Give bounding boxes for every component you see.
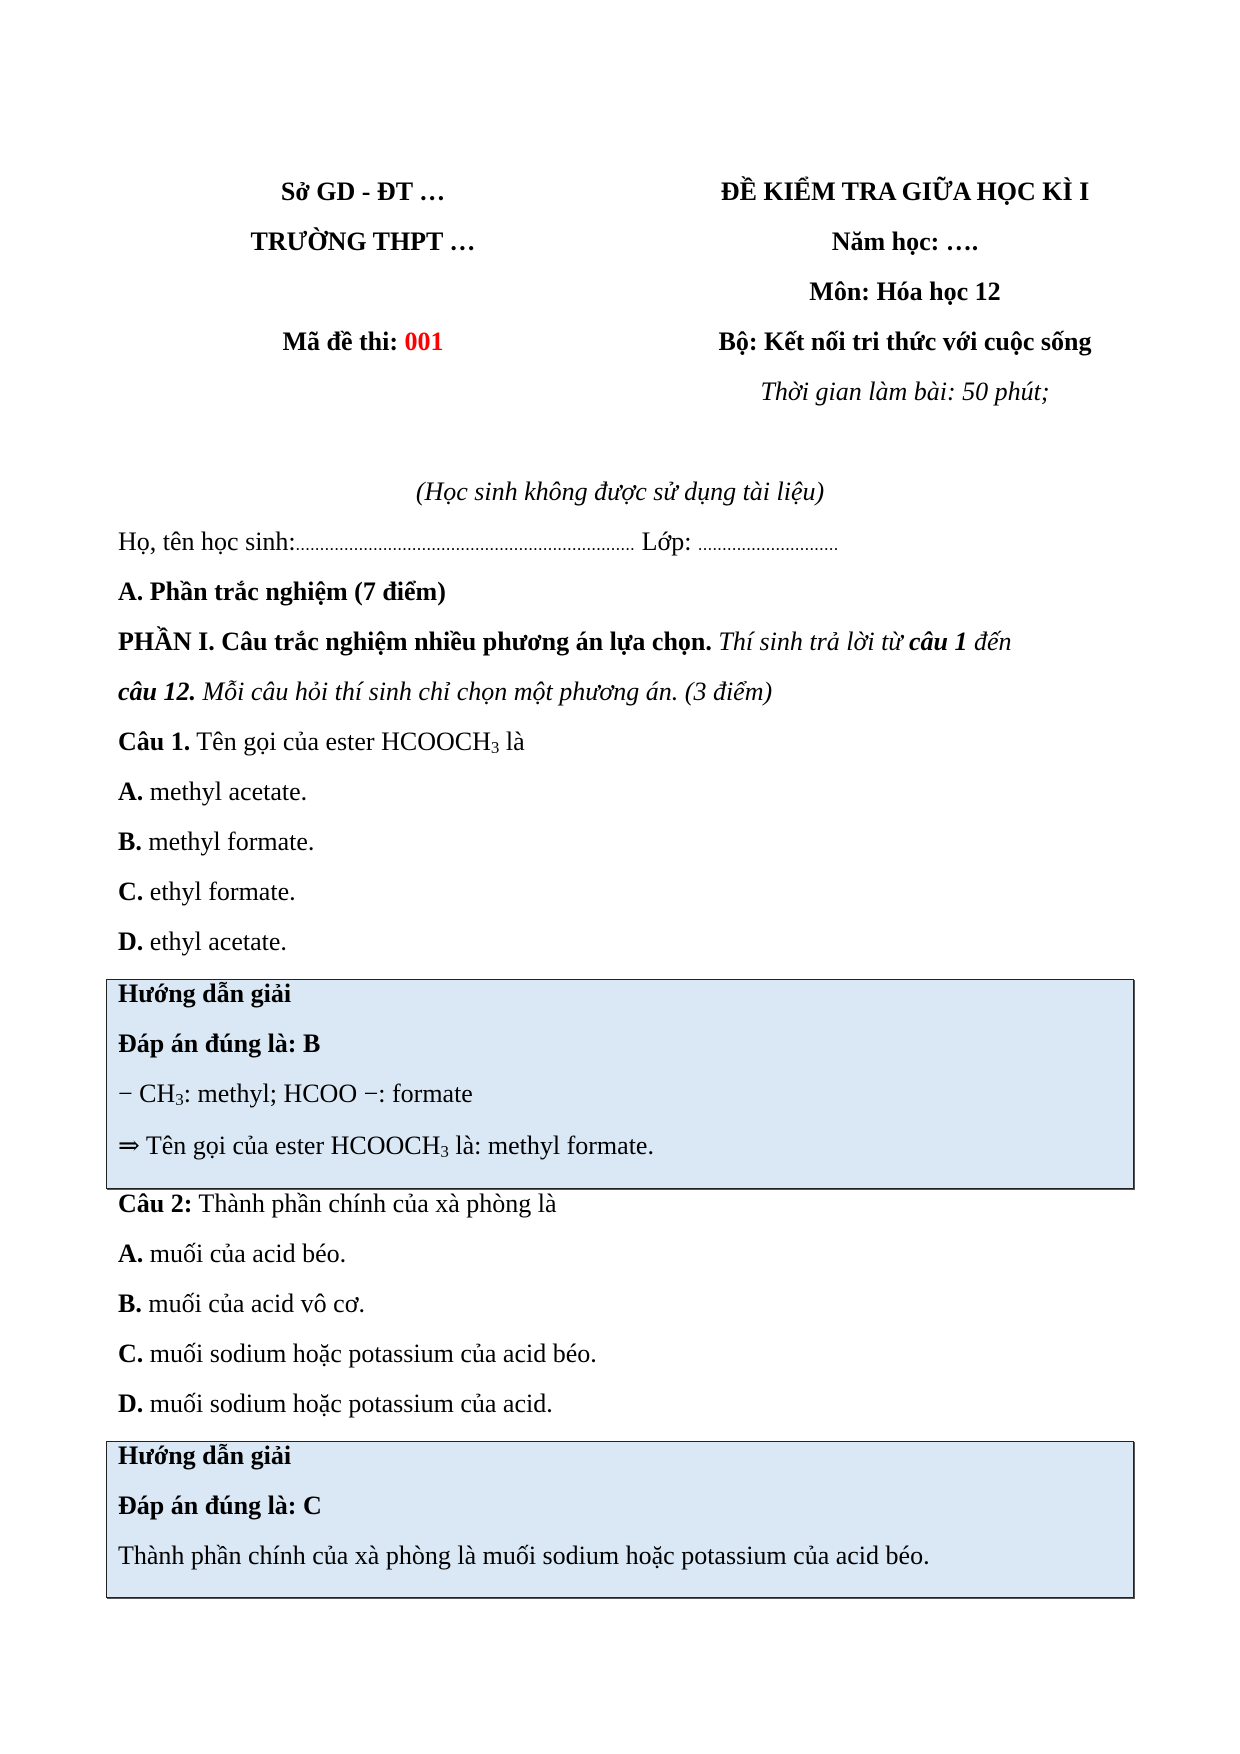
exam-code	[213, 327, 513, 357]
solution-line-2	[118, 1131, 654, 1161]
question-1-stem	[118, 727, 525, 757]
part1-instructions-line1	[118, 627, 1012, 657]
student-name-field[interactable]: ......................................................................	[295, 535, 636, 554]
question-text: Thành phần chính của xà phòng là	[192, 1189, 557, 1218]
exam-code-label: Mã đề thi:	[282, 327, 405, 356]
solution-text: là: methyl formate.	[448, 1131, 654, 1160]
option-text: methyl acetate.	[143, 777, 308, 806]
option-letter: B.	[118, 1289, 142, 1318]
part1-instruction-text: đến	[967, 627, 1012, 656]
student-name-label: Họ, tên học sinh:	[118, 527, 296, 556]
question-label: Câu 2:	[118, 1189, 193, 1218]
solution-heading: Hướng dẫn giải	[118, 1441, 292, 1470]
option-letter: C.	[118, 1339, 144, 1368]
department-name: Sở GD - ĐT …	[280, 177, 446, 206]
option-text: muối sodium hoặc potassium của acid béo.	[143, 1339, 597, 1368]
subject: Môn: Hóa học 12	[809, 277, 1001, 306]
option-text: muối sodium hoặc potassium của acid.	[143, 1389, 553, 1418]
question-label: Câu 1.	[118, 727, 191, 756]
question-1-option-a	[118, 777, 307, 807]
option-letter: D.	[118, 927, 144, 956]
school-name: TRƯỜNG THPT …	[250, 227, 476, 256]
subscript: 3	[175, 1090, 184, 1109]
solution-heading: Hướng dẫn giải	[118, 979, 292, 1008]
section-a-heading: A. Phần trắc nghiệm (7 điểm)	[118, 577, 446, 606]
option-letter: C.	[118, 877, 144, 906]
option-text: muối của acid béo.	[143, 1239, 347, 1268]
part1-instruction-text: Thí sinh trả lời từ	[711, 627, 909, 656]
question-2-option-a	[118, 1239, 346, 1269]
option-text: ethyl formate.	[143, 877, 296, 906]
exam-duration: Thời gian làm bài: 50 phút;	[760, 377, 1050, 406]
question-2-option-b	[118, 1289, 365, 1319]
option-letter: A.	[118, 777, 144, 806]
part1-instruction-emphasis: câu 12.	[118, 677, 196, 706]
textbook-series: Bộ: Kết nối tri thức với cuộc sống	[718, 327, 1092, 356]
solution-text: − CH	[118, 1079, 176, 1108]
class-field[interactable]: .............................	[698, 535, 839, 554]
option-text: muối của acid vô cơ.	[141, 1289, 365, 1318]
question-text: Tên gọi của ester HCOOCH	[190, 727, 491, 756]
solution-line-1	[118, 1079, 473, 1109]
question-1-option-c	[118, 877, 296, 907]
option-letter: B.	[118, 827, 142, 856]
option-letter: A.	[118, 1239, 144, 1268]
option-text: methyl formate.	[141, 827, 315, 856]
class-label: Lớp:	[635, 527, 699, 556]
part1-instructions-line2	[118, 677, 772, 707]
subscript: 3	[440, 1142, 449, 1161]
correct-answer: Đáp án đúng là: B	[118, 1029, 321, 1058]
exam-title: ĐỀ KIỂM TRA GIỮA HỌC KÌ I	[720, 177, 1090, 206]
part1-instruction-emphasis: câu 1	[908, 627, 968, 656]
option-text: ethyl acetate.	[143, 927, 287, 956]
question-1-option-b	[118, 827, 314, 857]
solution-explanation: Thành phần chính của xà phòng là muối sodium hoặc potassium của acid béo.	[118, 1541, 930, 1570]
question-2-option-c	[118, 1339, 597, 1369]
solution-text: ⇒ Tên gọi của ester HCOOCH	[118, 1131, 441, 1160]
school-year: Năm học: ….	[831, 227, 979, 256]
subscript: 3	[490, 738, 500, 757]
part1-instruction-text: Mỗi câu hỏi thí sinh chỉ chọn một phương án. (3 điểm)	[196, 677, 773, 706]
question-2-option-d	[118, 1389, 553, 1419]
exam-code-value: 001	[404, 327, 444, 356]
question-2-stem	[118, 1189, 557, 1219]
part1-title: PHẦN I. Câu trắc nghiệm nhiều phương án lựa chọn.	[118, 627, 712, 656]
correct-answer: Đáp án đúng là: C	[118, 1491, 322, 1520]
student-info-line	[118, 527, 839, 560]
option-letter: D.	[118, 1389, 144, 1418]
no-materials-notice: (Học sinh không được sử dụng tài liệu)	[415, 477, 825, 506]
solution-text: : methyl; HCOO −: formate	[183, 1079, 473, 1108]
question-text: là	[499, 727, 525, 756]
question-1-option-d	[118, 927, 287, 957]
